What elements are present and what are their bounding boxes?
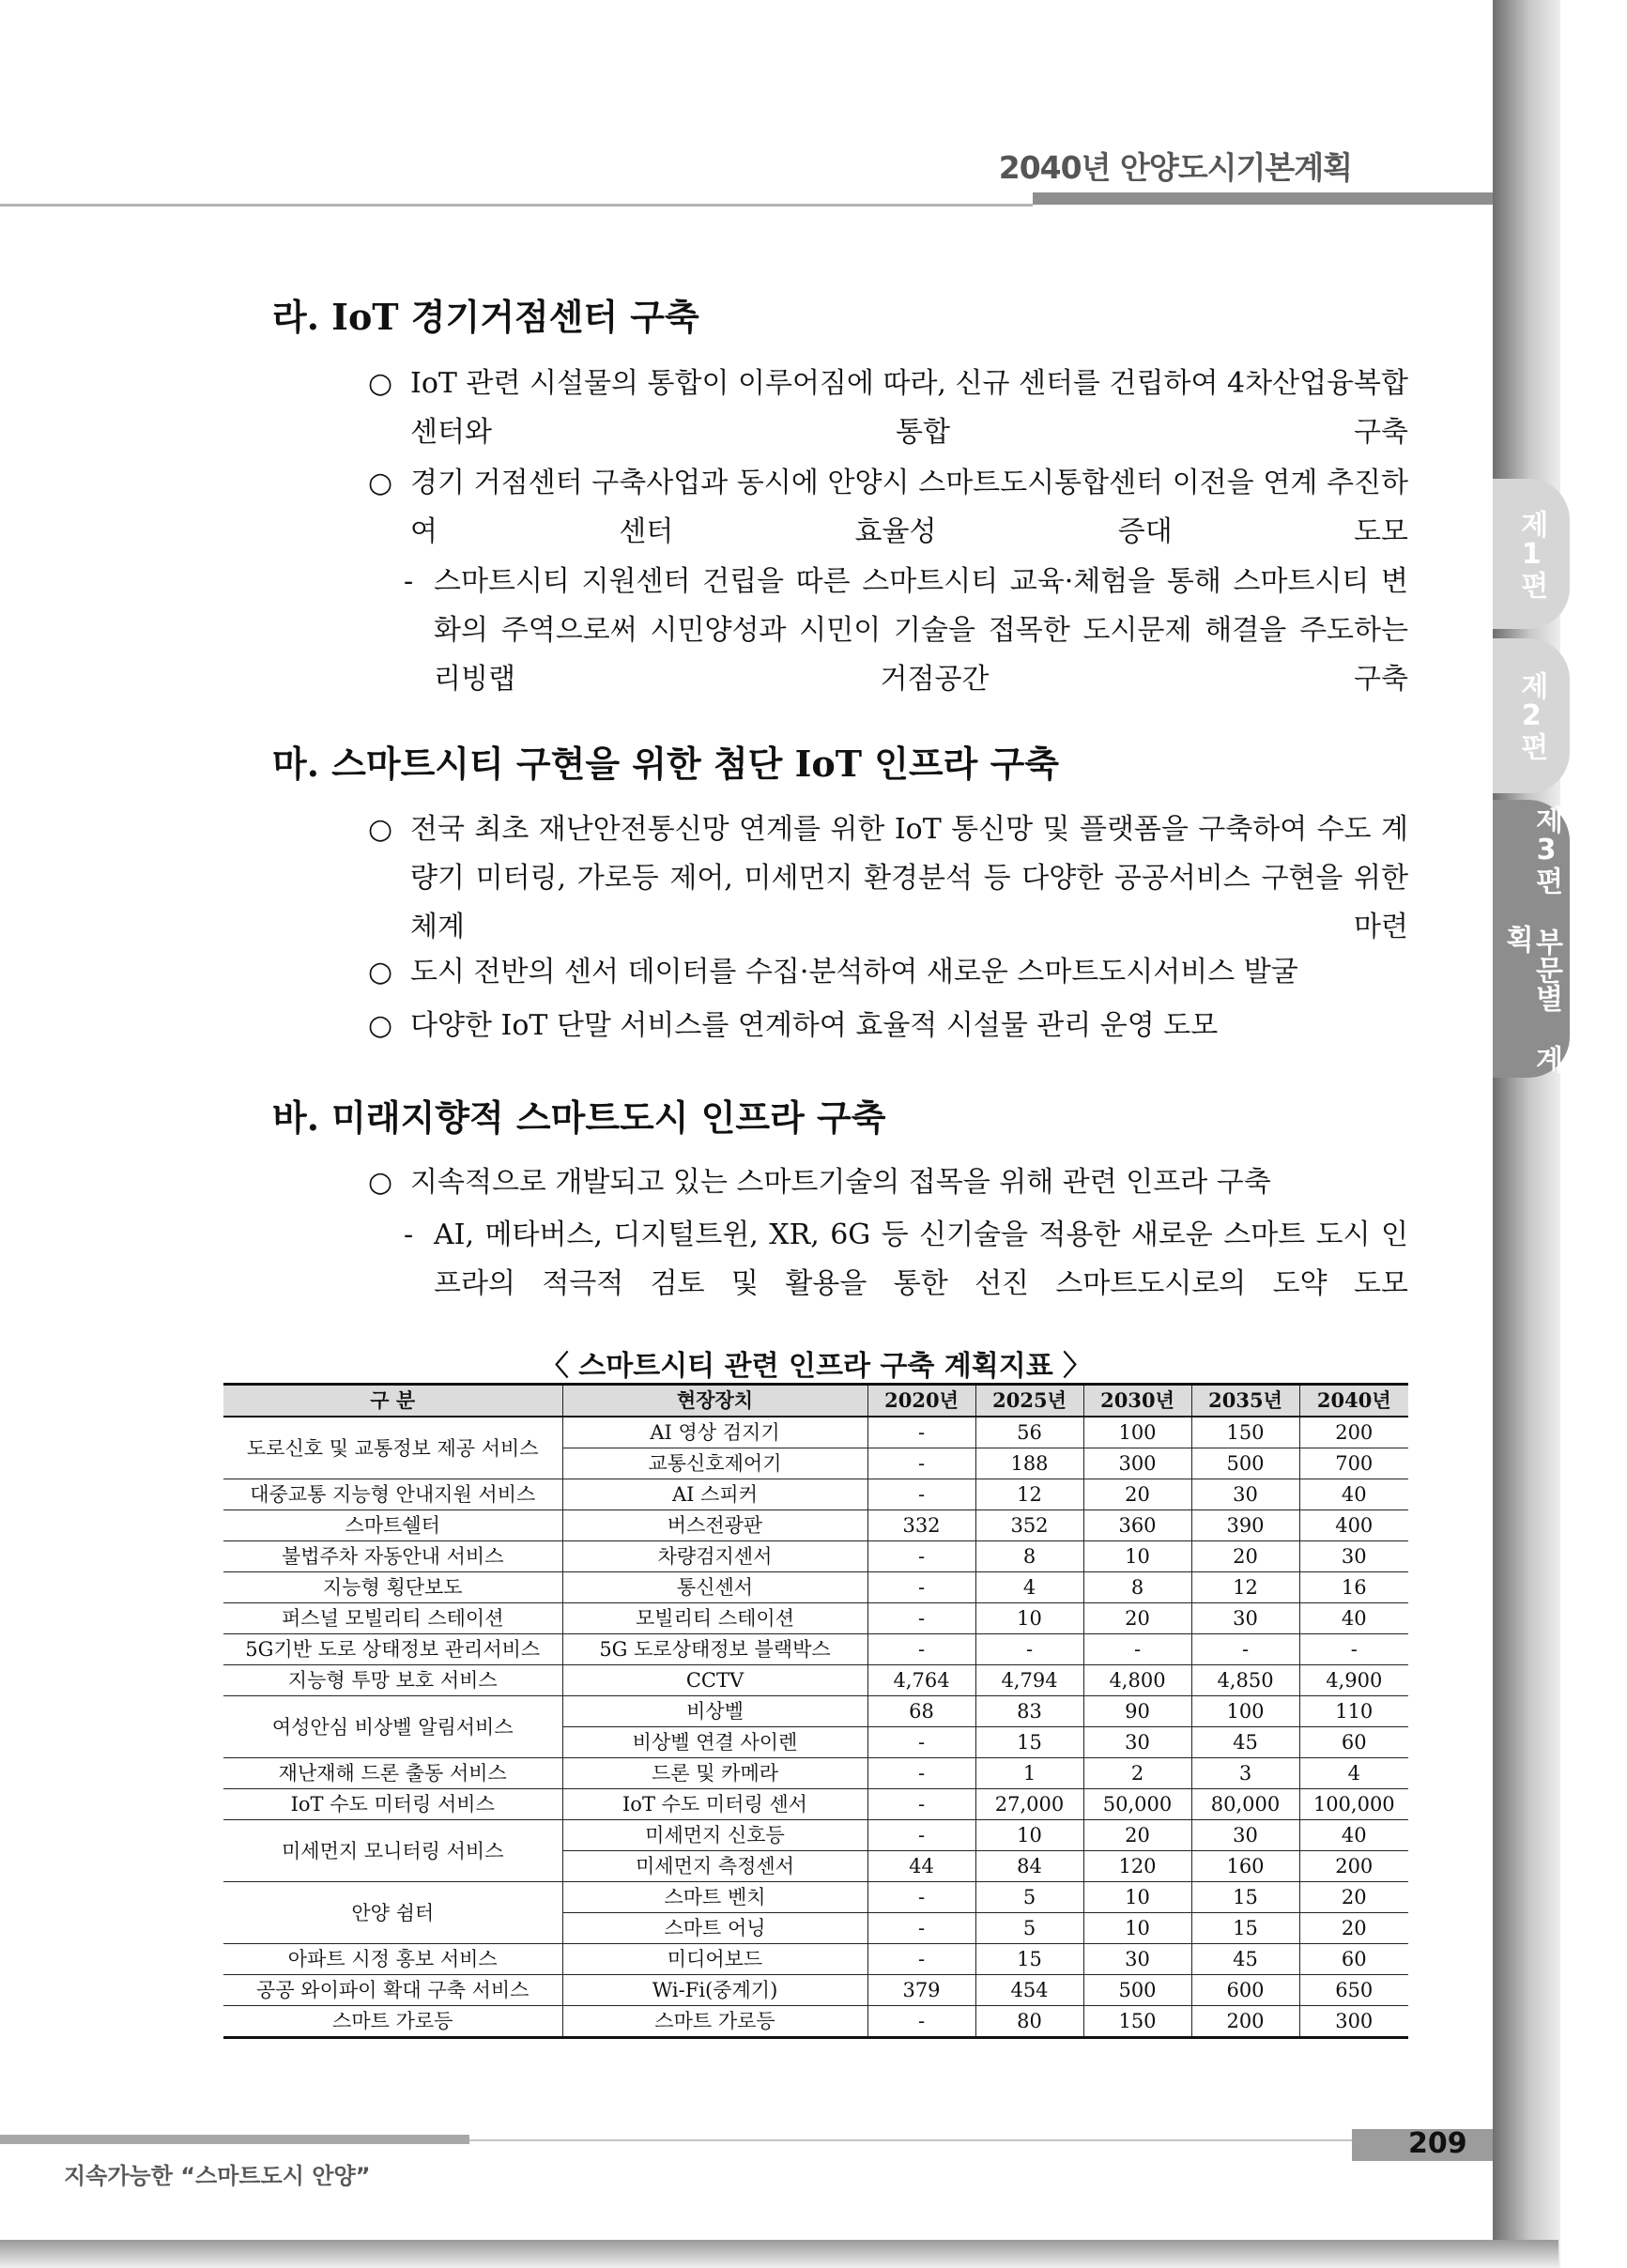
value-cell: 20 (1083, 1603, 1191, 1634)
device-cell: 스마트 어닝 (562, 1913, 867, 1944)
service-cell: IoT 수도 미터링 서비스 (223, 1789, 562, 1820)
value-cell: - (975, 1634, 1083, 1665)
value-cell: 30 (1083, 1727, 1191, 1758)
value-cell: 45 (1191, 1727, 1299, 1758)
value-cell: 84 (975, 1851, 1083, 1882)
tab-part-2[interactable] (1493, 638, 1570, 793)
service-cell: 여성안심 비상벨 알림서비스 (223, 1696, 562, 1758)
value-cell: 20 (1299, 1882, 1408, 1913)
value-cell: 8 (1083, 1572, 1191, 1603)
table-row (223, 1975, 1408, 2006)
value-cell: 120 (1083, 1851, 1191, 1882)
item-text: 스마트시티 지원센터 건립을 따른 스마트시티 교육·체험을 통해 스마트시티 변화의 주역으로써 시민양성과 시민이 기술을 접목한 도시문제 해결을 주도하는 리빙랩 거점공간 구축 (434, 565, 1408, 696)
table-caption: 〈 스마트시티 관련 인프라 구축 계획지표 〉 (540, 1350, 1092, 1383)
item-text: 경기 거점센터 구축사업과 동시에 안양시 스마트도시통합센터 이전을 연계 추진하여 센터 효율성 증대 도모 (410, 467, 1408, 548)
value-cell: 20 (1083, 1820, 1191, 1851)
table-row (223, 1882, 1408, 1913)
dash-bullet-icon: - (404, 565, 414, 598)
value-cell: - (867, 1417, 975, 1448)
section-ra-subitem-1 (404, 558, 1408, 704)
value-cell: 50,000 (1083, 1789, 1191, 1820)
service-cell: 불법주차 자동안내 서비스 (223, 1541, 562, 1572)
table-header-cell: 2040년 (1299, 1385, 1408, 1418)
device-cell: AI 스피커 (562, 1479, 867, 1510)
value-cell: 300 (1299, 2006, 1408, 2038)
tab-label: 제3편 부문별 계획 (1500, 805, 1563, 1073)
tab-part-3-active[interactable] (1493, 800, 1570, 1078)
device-cell: 5G 도로상태정보 블랙박스 (562, 1634, 867, 1665)
value-cell: 332 (867, 1510, 975, 1541)
section-ra-item-1 (368, 360, 1408, 457)
device-cell: 통신센서 (562, 1572, 867, 1603)
value-cell: 700 (1299, 1448, 1408, 1479)
circle-bullet-icon: ○ (368, 1009, 393, 1042)
device-cell: 미세먼지 신호등 (562, 1820, 867, 1851)
device-cell: IoT 수도 미터링 센서 (562, 1789, 867, 1820)
value-cell: 4,794 (975, 1665, 1083, 1696)
device-cell: 스마트 가로등 (562, 2006, 867, 2038)
service-cell: 공공 와이파이 확대 구축 서비스 (223, 1975, 562, 2006)
value-cell: 15 (975, 1944, 1083, 1975)
value-cell: 80,000 (1191, 1789, 1299, 1820)
table-row (223, 1758, 1408, 1789)
service-cell: 안양 쉼터 (223, 1882, 562, 1944)
tab-part-1[interactable] (1493, 479, 1570, 629)
value-cell: 10 (1083, 1541, 1191, 1572)
value-cell: 390 (1191, 1510, 1299, 1541)
value-cell: 40 (1299, 1820, 1408, 1851)
circle-bullet-icon: ○ (368, 1166, 393, 1199)
value-cell: - (867, 1913, 975, 1944)
value-cell: 15 (1191, 1882, 1299, 1913)
service-cell: 스마트 가로등 (223, 2006, 562, 2038)
table-row (223, 1541, 1408, 1572)
header-rule (0, 204, 1033, 207)
section-ma-item-3 (368, 1002, 1408, 1050)
device-cell: AI 영상 검지기 (562, 1417, 867, 1448)
value-cell: 100 (1083, 1417, 1191, 1448)
value-cell: - (867, 1882, 975, 1913)
value-cell: 5 (975, 1882, 1083, 1913)
page-header-title: 2040년 안양도시기본계획 (998, 149, 1352, 186)
value-cell: - (1083, 1634, 1191, 1665)
value-cell: 30 (1191, 1479, 1299, 1510)
value-cell: 10 (1083, 1913, 1191, 1944)
value-cell: 200 (1299, 1851, 1408, 1882)
service-cell: 미세먼지 모니터링 서비스 (223, 1820, 562, 1882)
table-body (223, 1417, 1408, 2038)
value-cell: 150 (1191, 1417, 1299, 1448)
table-row (223, 1572, 1408, 1603)
value-cell: 15 (975, 1727, 1083, 1758)
value-cell: 90 (1083, 1696, 1191, 1727)
table-header-cell: 2025년 (975, 1385, 1083, 1418)
section-title-ma: 마. 스마트시티 구현을 위한 첨단 IoT 인프라 구축 (272, 743, 1059, 785)
value-cell: 200 (1191, 2006, 1299, 2038)
value-cell: 30 (1191, 1820, 1299, 1851)
value-cell: 15 (1191, 1913, 1299, 1944)
value-cell: 4 (975, 1572, 1083, 1603)
device-cell: 버스전광판 (562, 1510, 867, 1541)
value-cell: 20 (1083, 1479, 1191, 1510)
value-cell: 1 (975, 1758, 1083, 1789)
device-cell: 미디어보드 (562, 1944, 867, 1975)
table-header-cell: 2035년 (1191, 1385, 1299, 1418)
table-row (223, 1510, 1408, 1541)
value-cell: 160 (1191, 1851, 1299, 1882)
value-cell: 8 (975, 1541, 1083, 1572)
value-cell: - (867, 1541, 975, 1572)
section-ma-item-1 (368, 805, 1408, 952)
value-cell: 4,764 (867, 1665, 975, 1696)
table-row (223, 1696, 1408, 1727)
table-row (223, 1479, 1408, 1510)
value-cell: 600 (1191, 1975, 1299, 2006)
value-cell: - (867, 1448, 975, 1479)
value-cell: 60 (1299, 1944, 1408, 1975)
value-cell: - (867, 1820, 975, 1851)
service-cell: 퍼스널 모빌리티 스테이션 (223, 1603, 562, 1634)
value-cell: 500 (1191, 1448, 1299, 1479)
table-header-cell: 2030년 (1083, 1385, 1191, 1418)
device-cell: 스마트 벤치 (562, 1882, 867, 1913)
value-cell: 188 (975, 1448, 1083, 1479)
device-cell: 차량검지센서 (562, 1541, 867, 1572)
value-cell: 500 (1083, 1975, 1191, 2006)
value-cell: 10 (1083, 1882, 1191, 1913)
device-cell: 비상벨 (562, 1696, 867, 1727)
header-rule-accent (1033, 192, 1493, 205)
item-text: 도시 전반의 센서 데이터를 수집·분석하여 새로운 스마트도시서비스 발굴 (410, 956, 1298, 988)
section-ma-item-2 (368, 948, 1408, 997)
circle-bullet-icon: ○ (368, 367, 393, 400)
table-header-cell: 2020년 (867, 1385, 975, 1418)
value-cell: - (1299, 1634, 1408, 1665)
item-text: 지속적으로 개발되고 있는 스마트기술의 접목을 위해 관련 인프라 구축 (410, 1166, 1271, 1199)
device-cell: Wi-Fi(중계기) (562, 1975, 867, 2006)
value-cell: 10 (975, 1820, 1083, 1851)
value-cell: - (867, 1479, 975, 1510)
table-header-cell: 현장장치 (562, 1385, 867, 1418)
value-cell: 12 (975, 1479, 1083, 1510)
value-cell: 200 (1299, 1417, 1408, 1448)
section-title-ra: 라. IoT 경기거점센터 구축 (272, 296, 699, 338)
table-row (223, 2006, 1408, 2038)
value-cell: 80 (975, 2006, 1083, 2038)
value-cell: 150 (1083, 2006, 1191, 2038)
value-cell: - (867, 2006, 975, 2038)
value-cell: 44 (867, 1851, 975, 1882)
value-cell: 12 (1191, 1572, 1299, 1603)
value-cell: 2 (1083, 1758, 1191, 1789)
item-text: 다양한 IoT 단말 서비스를 연계하여 효율적 시설물 관리 운영 도모 (410, 1009, 1219, 1042)
value-cell: 20 (1299, 1913, 1408, 1944)
value-cell: 4,850 (1191, 1665, 1299, 1696)
tab-label: 제1편 (1514, 509, 1548, 599)
value-cell: - (867, 1758, 975, 1789)
page-edge-shadow (1493, 0, 1563, 2268)
section-ba-item-1 (368, 1158, 1408, 1207)
value-cell: 100 (1191, 1696, 1299, 1727)
value-cell: 400 (1299, 1510, 1408, 1541)
value-cell: 40 (1299, 1603, 1408, 1634)
device-cell: CCTV (562, 1665, 867, 1696)
value-cell: 4 (1299, 1758, 1408, 1789)
infrastructure-plan-table (223, 1383, 1408, 2039)
table-row (223, 1634, 1408, 1665)
value-cell: 68 (867, 1696, 975, 1727)
table-row (223, 1789, 1408, 1820)
service-cell: 아파트 시정 홍보 서비스 (223, 1944, 562, 1975)
value-cell: 4,900 (1299, 1665, 1408, 1696)
service-cell: 재난재해 드론 출동 서비스 (223, 1758, 562, 1789)
service-cell: 지능형 횡단보도 (223, 1572, 562, 1603)
footer-rule-accent (0, 2135, 469, 2144)
value-cell: 352 (975, 1510, 1083, 1541)
value-cell: 83 (975, 1696, 1083, 1727)
value-cell: - (867, 1634, 975, 1665)
value-cell: 45 (1191, 1944, 1299, 1975)
value-cell: 360 (1083, 1510, 1191, 1541)
value-cell: 30 (1083, 1944, 1191, 1975)
value-cell: 60 (1299, 1727, 1408, 1758)
table-row (223, 1820, 1408, 1851)
value-cell: 20 (1191, 1541, 1299, 1572)
value-cell: - (867, 1789, 975, 1820)
table-row (223, 1665, 1408, 1696)
circle-bullet-icon: ○ (368, 956, 393, 988)
service-cell: 도로신호 및 교통정보 제공 서비스 (223, 1417, 562, 1479)
device-cell: 비상벨 연결 사이렌 (562, 1727, 867, 1758)
value-cell: 5 (975, 1913, 1083, 1944)
value-cell: 3 (1191, 1758, 1299, 1789)
value-cell: - (867, 1572, 975, 1603)
circle-bullet-icon: ○ (368, 813, 393, 846)
device-cell: 모빌리티 스테이션 (562, 1603, 867, 1634)
value-cell: - (867, 1944, 975, 1975)
table-row (223, 1603, 1408, 1634)
service-cell: 5G기반 도로 상태정보 관리서비스 (223, 1634, 562, 1665)
value-cell: 56 (975, 1417, 1083, 1448)
value-cell: - (867, 1603, 975, 1634)
value-cell: 16 (1299, 1572, 1408, 1603)
section-ra-item-2 (368, 459, 1408, 557)
device-cell: 드론 및 카메라 (562, 1758, 867, 1789)
section-title-ba: 바. 미래지향적 스마트도시 인프라 구축 (272, 1096, 886, 1139)
footer-slogan: 지속가능한 “스마트도시 안양” (64, 2163, 371, 2189)
item-text: AI, 메타버스, 디지털트윈, XR, 6G 등 신기술을 적용한 새로운 스마트 도시 인프라의 적극적 검토 및 활용을 통한 선진 스마트도시로의 도약 도모 (434, 1218, 1408, 1300)
value-cell: 27,000 (975, 1789, 1083, 1820)
value-cell: 300 (1083, 1448, 1191, 1479)
dash-bullet-icon: - (404, 1218, 414, 1251)
service-cell: 대중교통 지능형 안내지원 서비스 (223, 1479, 562, 1510)
service-cell: 스마트쉘터 (223, 1510, 562, 1541)
value-cell: 10 (975, 1603, 1083, 1634)
item-text: IoT 관련 시설물의 통합이 이루어짐에 따라, 신규 센터를 건립하여 4차산업융복합 센터와 통합 구축 (410, 367, 1408, 449)
value-cell: 40 (1299, 1479, 1408, 1510)
service-cell: 지능형 투망 보호 서비스 (223, 1665, 562, 1696)
table-row (223, 1417, 1408, 1448)
value-cell: 110 (1299, 1696, 1408, 1727)
value-cell: 454 (975, 1975, 1083, 2006)
table-header-row (223, 1385, 1408, 1418)
value-cell: 650 (1299, 1975, 1408, 2006)
tab-label: 제2편 (1514, 671, 1548, 760)
value-cell: - (867, 1727, 975, 1758)
circle-bullet-icon: ○ (368, 467, 393, 499)
section-ba-subitem-1 (404, 1211, 1408, 1309)
value-cell: 30 (1191, 1603, 1299, 1634)
table-row (223, 1944, 1408, 1975)
value-cell: 100,000 (1299, 1789, 1408, 1820)
device-cell: 교통신호제어기 (562, 1448, 867, 1479)
value-cell: - (1191, 1634, 1299, 1665)
value-cell: 30 (1299, 1541, 1408, 1572)
page-bottom-shadow (0, 2240, 1558, 2268)
item-text: 전국 최초 재난안전통신망 연계를 위한 IoT 통신망 및 플랫폼을 구축하여 수도 계량기 미터링, 가로등 제어, 미세먼지 환경분석 등 다양한 공공서비스 구현을 위한 체계 마련 (410, 813, 1408, 943)
table-header-cell: 구 분 (223, 1385, 562, 1418)
value-cell: 4,800 (1083, 1665, 1191, 1696)
page-number: 209 (1408, 2127, 1467, 2160)
value-cell: 379 (867, 1975, 975, 2006)
device-cell: 미세먼지 측정센서 (562, 1851, 867, 1882)
footer-rule (469, 2139, 1352, 2141)
